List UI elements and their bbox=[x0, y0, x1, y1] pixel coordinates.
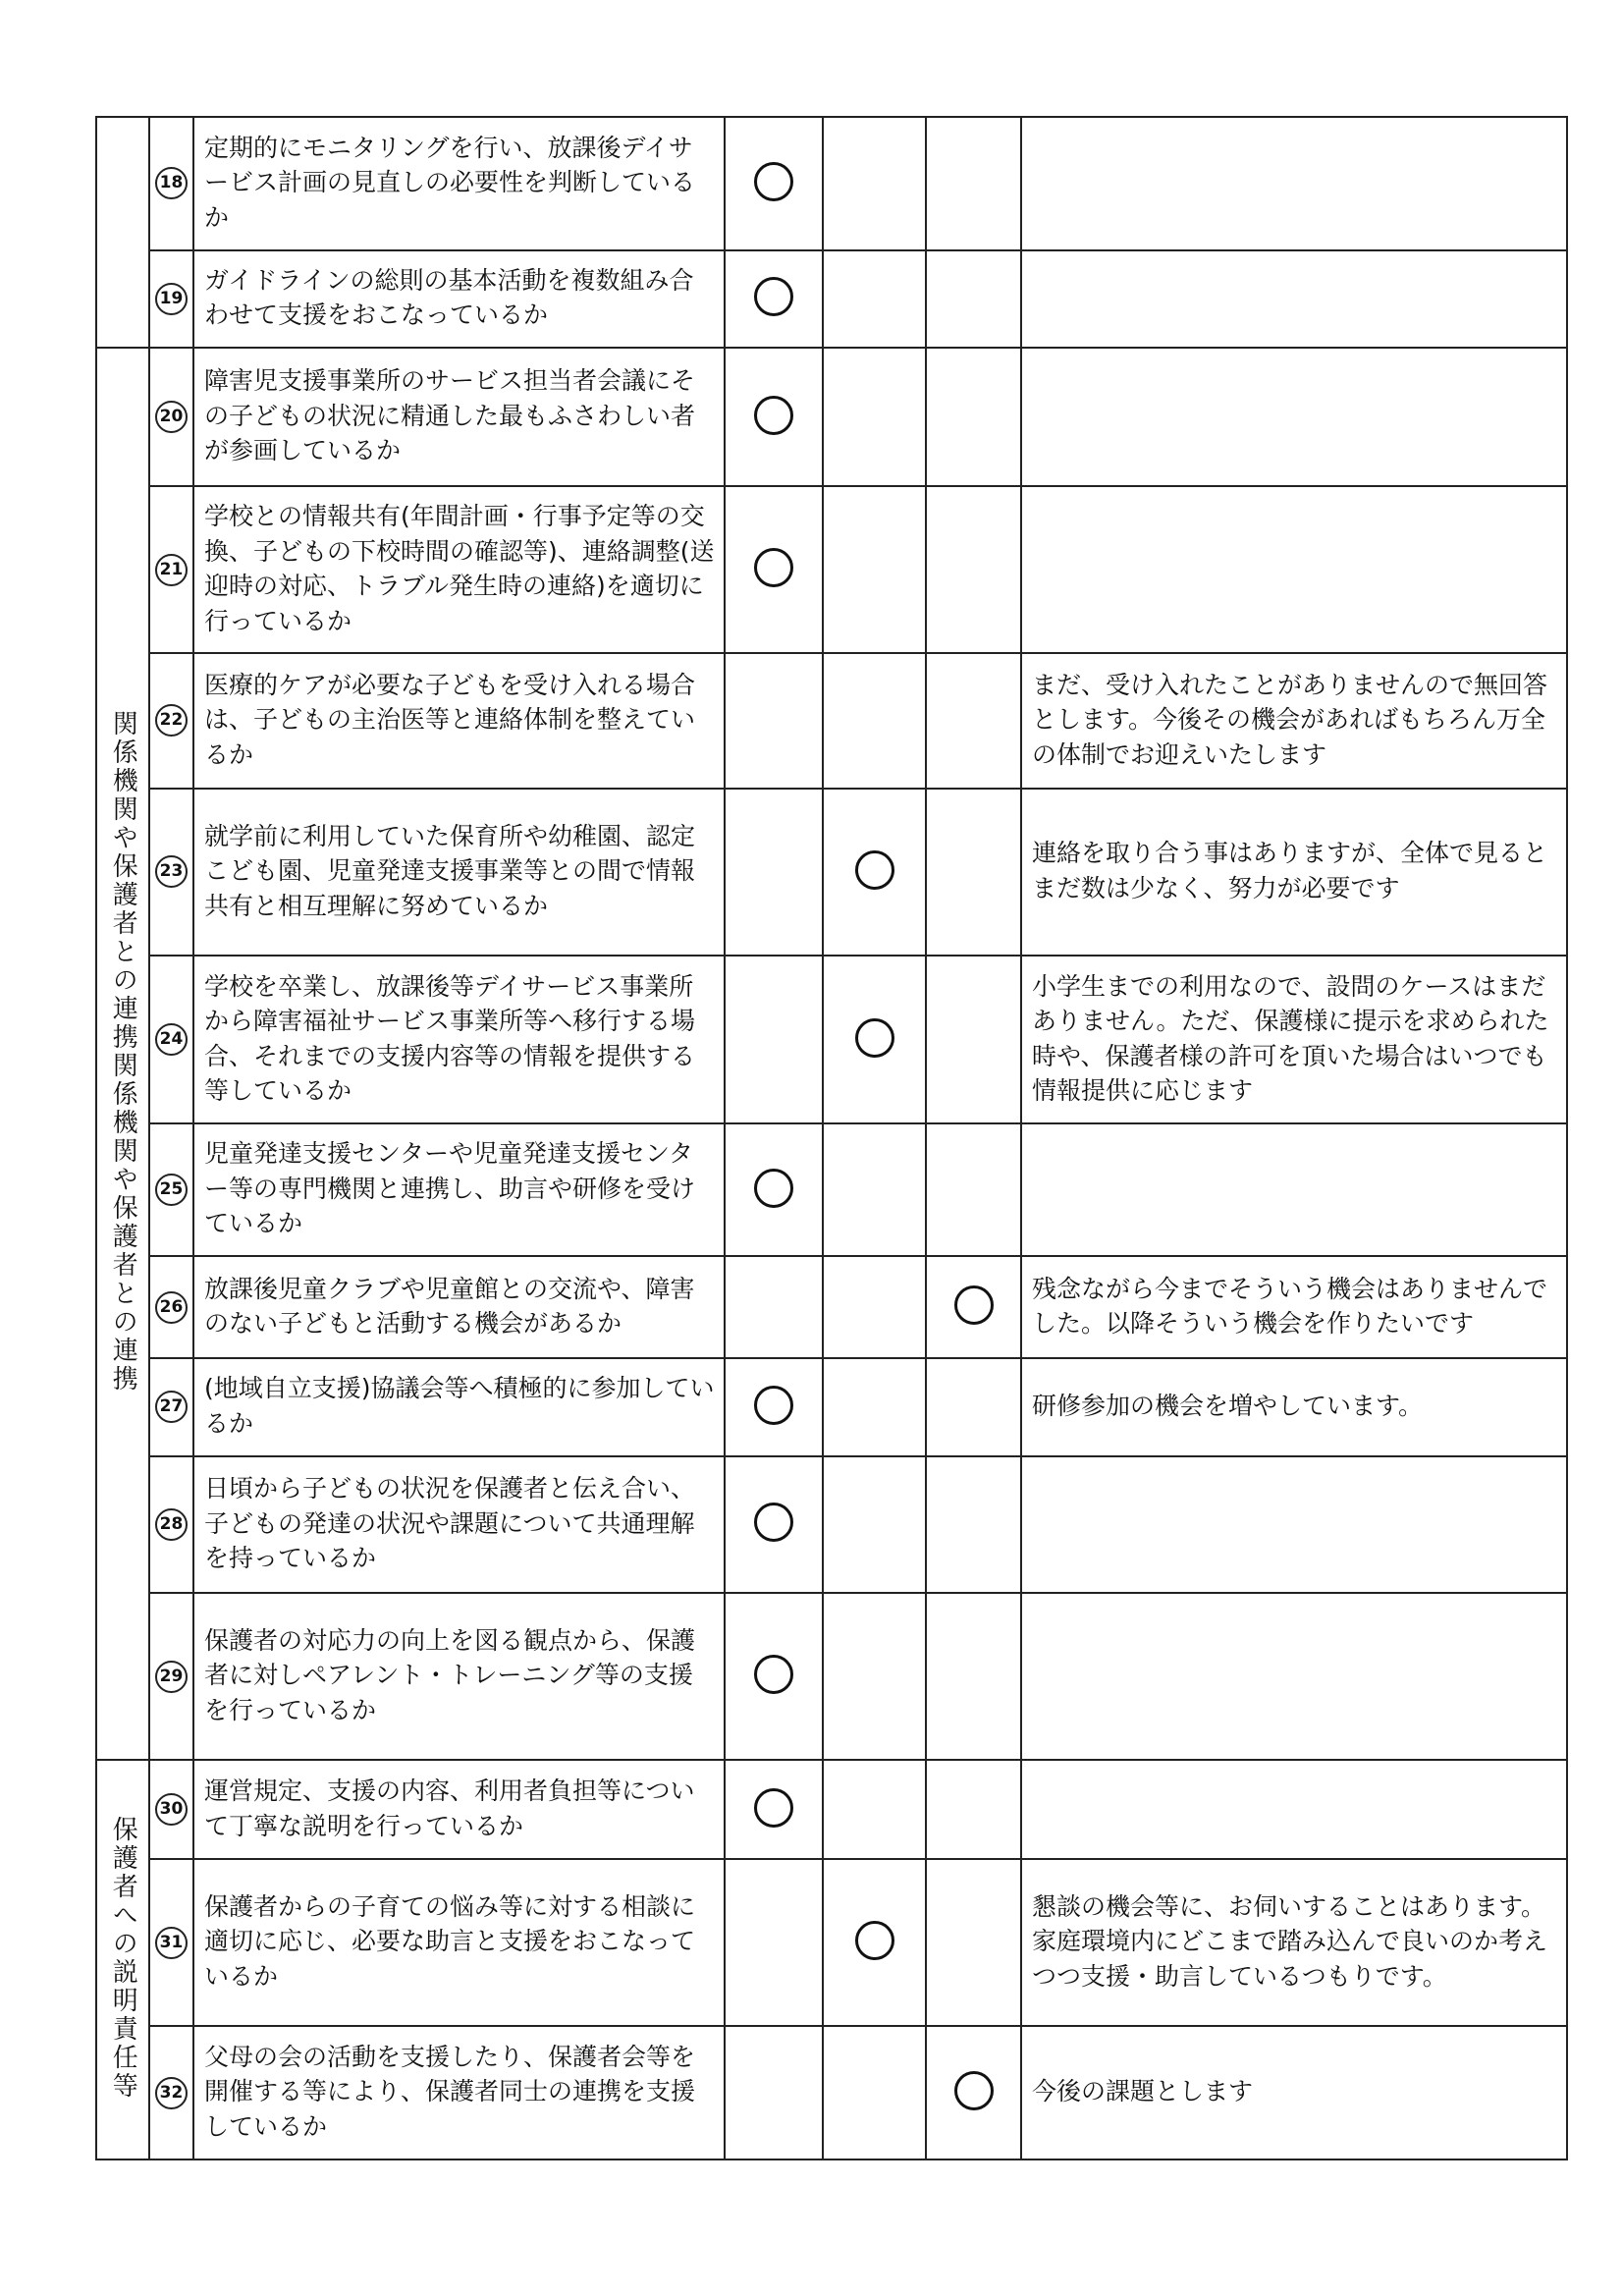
comment-cell: まだ、受け入れたことがありませんので無回答とします。今後その機会があればもちろん万全の体制でお迎えいたします bbox=[1021, 653, 1567, 789]
answer-yes-cell bbox=[725, 1760, 823, 1858]
answer-no-cell bbox=[926, 1358, 1021, 1456]
question-cell: 定期的にモニタリングを行い、放課後デイサービス計画の見直しの必要性を判断しているか bbox=[193, 117, 725, 250]
answer-yes-cell bbox=[725, 653, 823, 789]
answer-yes-cell bbox=[725, 1859, 823, 2027]
item-number-cell bbox=[149, 789, 193, 957]
question-cell: 児童発達支援センターや児童発達支援センター等の専門機関と連携し、助言や研修を受けているか bbox=[193, 1123, 725, 1257]
item-number: 29 bbox=[155, 1661, 188, 1693]
answer-partial-cell bbox=[823, 486, 926, 653]
item-number-cell bbox=[149, 117, 193, 250]
comment-cell: 残念ながら今までそういう機会はありませんでした。以降そういう機会を作りたいです bbox=[1021, 1256, 1567, 1357]
answer-no-cell bbox=[926, 1123, 1021, 1257]
item-number: 20 bbox=[155, 401, 188, 433]
answer-partial-cell bbox=[823, 348, 926, 487]
item-number: 27 bbox=[155, 1391, 188, 1423]
comment-cell bbox=[1021, 250, 1567, 348]
question-cell: 学校を卒業し、放課後等デイサービス事業所から障害福祉サービス事業所等へ移行する場合、それまでの支援内容等の情報を提供する等しているか bbox=[193, 956, 725, 1123]
answer-no-cell bbox=[926, 486, 1021, 653]
answer-mark-circle bbox=[855, 1921, 894, 1960]
question-cell: 就学前に利用していた保育所や幼稚園、認定こども園、児童発達支援事業等との間で情報共有と相互理解に努めているか bbox=[193, 789, 725, 957]
answer-yes-cell bbox=[725, 1123, 823, 1257]
category-label: 関係機関や保護者との連携関係機関や保護者との連携 bbox=[108, 710, 138, 1394]
comment-cell bbox=[1021, 117, 1567, 250]
answer-yes-cell bbox=[725, 1358, 823, 1456]
question-cell: 放課後児童クラブや児童館との交流や、障害のない子どもと活動する機会があるか bbox=[193, 1256, 725, 1357]
answer-mark-circle bbox=[855, 850, 894, 890]
comment-cell bbox=[1021, 1593, 1567, 1761]
comment-cell: 連絡を取り合う事はありますが、全体で見るとまだ数は少なく、努力が必要です bbox=[1021, 789, 1567, 957]
item-number: 31 bbox=[155, 1927, 188, 1959]
answer-mark-circle bbox=[754, 1386, 793, 1425]
answer-partial-cell bbox=[823, 1256, 926, 1357]
answer-no-cell bbox=[926, 1456, 1021, 1593]
item-number: 18 bbox=[155, 167, 188, 199]
question-cell: (地域自立支援)協議会等へ積極的に参加しているか bbox=[193, 1358, 725, 1456]
answer-partial-cell bbox=[823, 250, 926, 348]
item-number-cell bbox=[149, 1760, 193, 1858]
answer-no-cell bbox=[926, 653, 1021, 789]
item-number: 28 bbox=[155, 1508, 188, 1541]
comment-cell: 懇談の機会等に、お伺いすることはあります。家庭環境内にどこまで踏み込んで良いのか考えつつ支援・助言しているつもりです。 bbox=[1021, 1859, 1567, 2027]
item-number-cell bbox=[149, 486, 193, 653]
question-cell: ガイドラインの総則の基本活動を複数組み合わせて支援をおこなっているか bbox=[193, 250, 725, 348]
item-number-cell bbox=[149, 348, 193, 487]
answer-mark-circle bbox=[754, 548, 793, 587]
item-number: 19 bbox=[155, 283, 188, 315]
comment-cell bbox=[1021, 486, 1567, 653]
answer-mark-circle bbox=[855, 1018, 894, 1058]
answer-partial-cell bbox=[823, 1456, 926, 1593]
comment-cell bbox=[1021, 1123, 1567, 1257]
answer-no-cell bbox=[926, 2026, 1021, 2159]
answer-mark-circle bbox=[754, 1655, 793, 1694]
item-number: 22 bbox=[155, 704, 188, 737]
answer-mark-circle bbox=[954, 1285, 994, 1325]
question-cell: 保護者の対応力の向上を図る観点から、保護者に対しペアレント・トレーニング等の支援を行っているか bbox=[193, 1593, 725, 1761]
answer-no-cell bbox=[926, 1760, 1021, 1858]
question-cell: 医療的ケアが必要な子どもを受け入れる場合は、子どもの主治医等と連絡体制を整えているか bbox=[193, 653, 725, 789]
answer-partial-cell bbox=[823, 1358, 926, 1456]
comment-cell bbox=[1021, 1760, 1567, 1858]
answer-no-cell bbox=[926, 250, 1021, 348]
question-cell: 保護者からの子育ての悩み等に対する相談に適切に応じ、必要な助言と支援をおこなっているか bbox=[193, 1859, 725, 2027]
question-cell: 障害児支援事業所のサービス担当者会議にその子どもの状況に精通した最もふさわしい者が参画しているか bbox=[193, 348, 725, 487]
item-number-cell bbox=[149, 1123, 193, 1257]
item-number: 30 bbox=[155, 1793, 188, 1826]
category-cell bbox=[96, 1760, 149, 2159]
question-cell: 運営規定、支援の内容、利用者負担等について丁寧な説明を行っているか bbox=[193, 1760, 725, 1858]
item-number-cell bbox=[149, 1358, 193, 1456]
item-number: 25 bbox=[155, 1174, 188, 1206]
comment-cell bbox=[1021, 348, 1567, 487]
comment-cell bbox=[1021, 1456, 1567, 1593]
question-cell: 日頃から子どもの状況を保護者と伝え合い、子どもの発達の状況や課題について共通理解を持っているか bbox=[193, 1456, 725, 1593]
answer-partial-cell bbox=[823, 789, 926, 957]
answer-mark-circle bbox=[754, 1503, 793, 1542]
answer-partial-cell bbox=[823, 956, 926, 1123]
answer-no-cell bbox=[926, 789, 1021, 957]
answer-yes-cell bbox=[725, 348, 823, 487]
item-number: 21 bbox=[155, 554, 188, 586]
item-number-cell bbox=[149, 2026, 193, 2159]
answer-yes-cell bbox=[725, 1593, 823, 1761]
category-cell bbox=[96, 348, 149, 1760]
answer-no-cell bbox=[926, 1256, 1021, 1357]
answer-yes-cell bbox=[725, 250, 823, 348]
answer-mark-circle bbox=[954, 2071, 994, 2110]
answer-partial-cell bbox=[823, 1859, 926, 2027]
item-number-cell bbox=[149, 1593, 193, 1761]
answer-yes-cell bbox=[725, 1256, 823, 1357]
answer-no-cell bbox=[926, 1593, 1021, 1761]
category-cell bbox=[96, 117, 149, 348]
answer-yes-cell bbox=[725, 117, 823, 250]
answer-no-cell bbox=[926, 348, 1021, 487]
answer-yes-cell bbox=[725, 956, 823, 1123]
item-number-cell bbox=[149, 1859, 193, 2027]
item-number-cell bbox=[149, 1456, 193, 1593]
answer-yes-cell bbox=[725, 486, 823, 653]
comment-cell: 研修参加の機会を増やしています。 bbox=[1021, 1358, 1567, 1456]
answer-mark-circle bbox=[754, 277, 793, 316]
answer-yes-cell bbox=[725, 1456, 823, 1593]
item-number: 26 bbox=[155, 1291, 188, 1324]
answer-yes-cell bbox=[725, 2026, 823, 2159]
answer-partial-cell bbox=[823, 117, 926, 250]
item-number-cell bbox=[149, 653, 193, 789]
answer-no-cell bbox=[926, 1859, 1021, 2027]
item-number: 23 bbox=[155, 855, 188, 888]
category-label: 保護者への説明責任等 bbox=[108, 1815, 138, 2101]
answer-mark-circle bbox=[754, 162, 793, 201]
answer-no-cell bbox=[926, 117, 1021, 250]
answer-partial-cell bbox=[823, 1593, 926, 1761]
answer-partial-cell bbox=[823, 1760, 926, 1858]
answer-partial-cell bbox=[823, 1123, 926, 1257]
answer-mark-circle bbox=[754, 1169, 793, 1208]
item-number-cell bbox=[149, 1256, 193, 1357]
item-number: 24 bbox=[155, 1023, 188, 1056]
item-number-cell bbox=[149, 956, 193, 1123]
question-cell: 学校との情報共有(年間計画・行事予定等の交換、子どもの下校時間の確認等)、連絡調整(送迎時の対応、トラブル発生時の連絡)を適切に行っているか bbox=[193, 486, 725, 653]
comment-cell: 今後の課題とします bbox=[1021, 2026, 1567, 2159]
answer-partial-cell bbox=[823, 653, 926, 789]
item-number: 32 bbox=[155, 2077, 188, 2109]
question-cell: 父母の会の活動を支援したり、保護者会等を開催する等により、保護者同士の連携を支援しているか bbox=[193, 2026, 725, 2159]
answer-partial-cell bbox=[823, 2026, 926, 2159]
answer-mark-circle bbox=[754, 1788, 793, 1828]
answer-mark-circle bbox=[754, 396, 793, 435]
answer-no-cell bbox=[926, 956, 1021, 1123]
answer-yes-cell bbox=[725, 789, 823, 957]
item-number-cell bbox=[149, 250, 193, 348]
comment-cell: 小学生までの利用なので、設問のケースはまだありません。ただ、保護様に提示を求められた時や、保護者様の許可を頂いた場合はいつでも情報提供に応じます bbox=[1021, 956, 1567, 1123]
evaluation-table bbox=[95, 116, 1568, 2160]
